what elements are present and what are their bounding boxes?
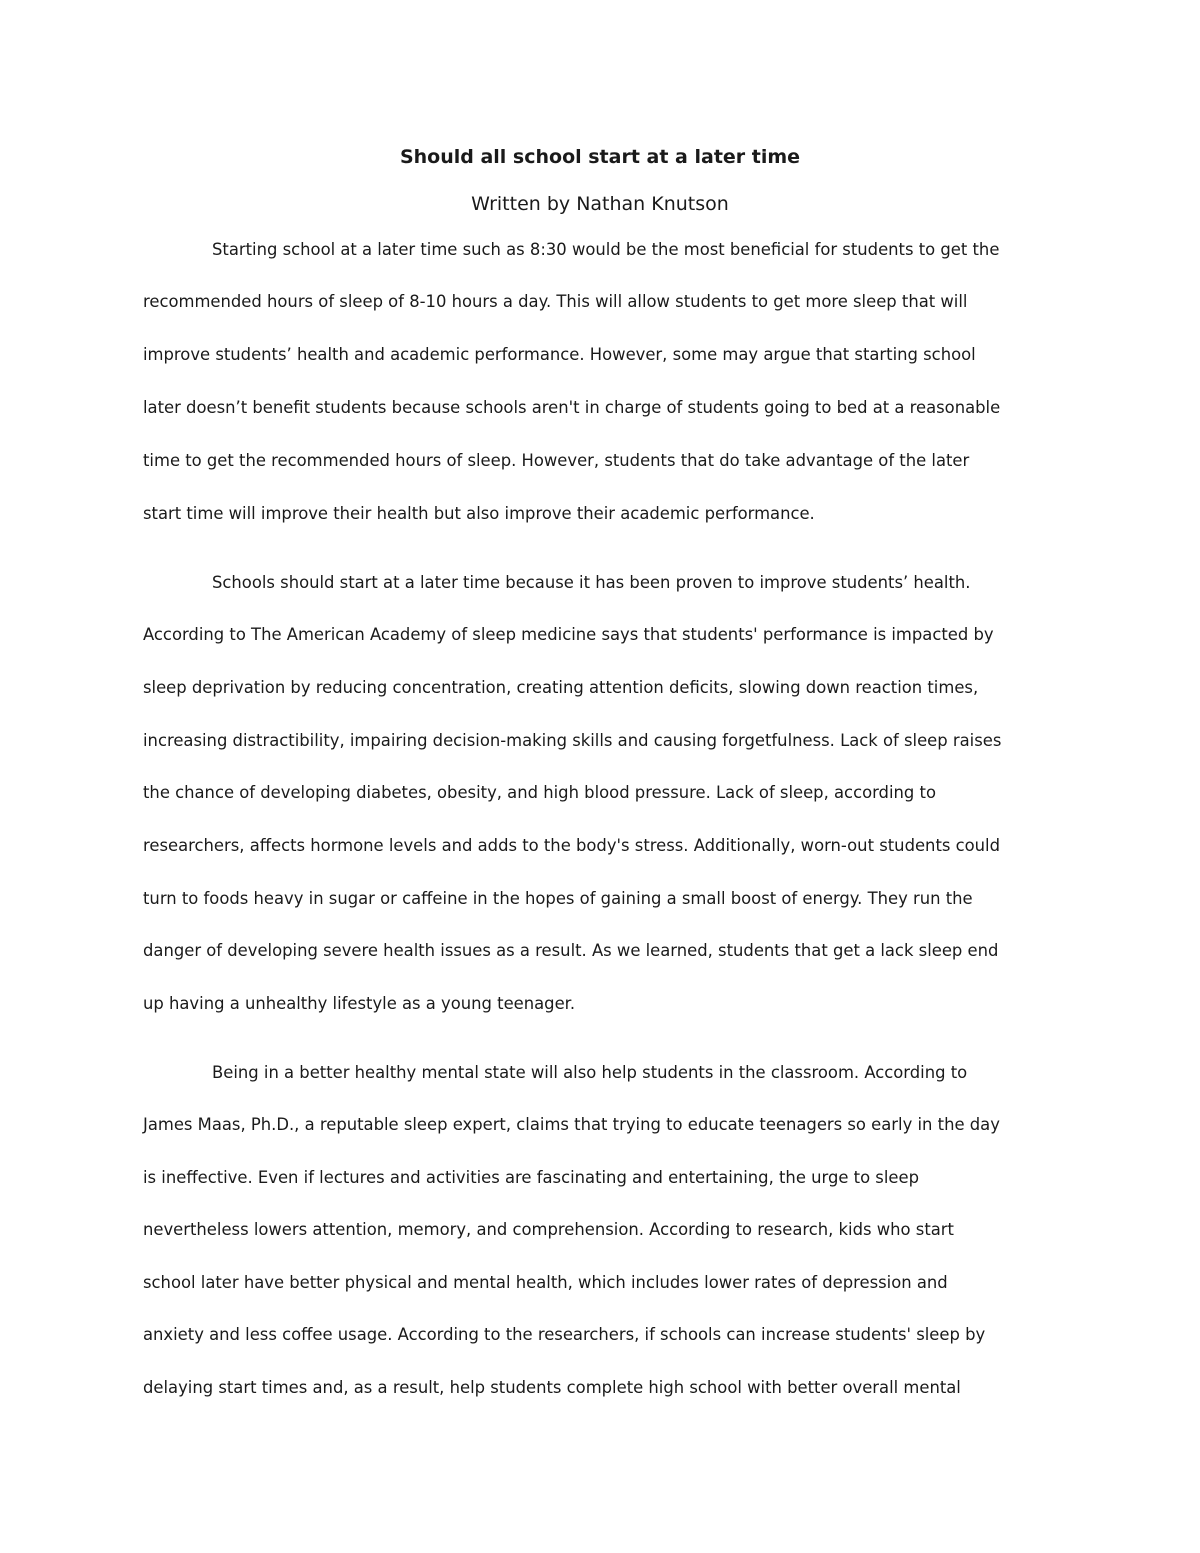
text-line: turn to foods heavy in sugar or caffeine in the hopes of gaining a small boost of energy. They run the: [143, 889, 973, 908]
text-line: school later have better physical and mental health, which includes lower rates of depression and: [143, 1273, 948, 1292]
text-line: increasing distractibility, impairing decision-making skills and causing forgetfulness. Lack of sleep raises: [143, 731, 1002, 750]
text-line: According to The American Academy of sleep medicine says that students' performance is impacted by: [143, 625, 994, 644]
text-line: anxiety and less coffee usage. According to the researchers, if schools can increase students' sleep by: [143, 1325, 986, 1344]
text-line: recommended hours of sleep of 8-10 hours a day. This will allow students to get more sleep that will: [143, 292, 968, 311]
text-line: researchers, affects hormone levels and adds to the body's stress. Additionally, worn-out students could: [143, 836, 1001, 855]
text-line: is ineffective. Even if lectures and activities are fascinating and entertaining, the urge to sleep: [143, 1168, 919, 1187]
text-line: Schools should start at a later time because it has been proven to improve students’ health.: [212, 573, 971, 592]
text-line: Being in a better healthy mental state will also help students in the classroom. According to: [212, 1063, 968, 1082]
text-line: the chance of developing diabetes, obesity, and high blood pressure. Lack of sleep, according to: [143, 783, 936, 802]
text-line: James Maas, Ph.D., a reputable sleep expert, claims that trying to educate teenagers so early in the day: [143, 1115, 1000, 1134]
document-title: Should all school start at a later time: [399, 146, 801, 168]
text-line: nevertheless lowers attention, memory, and comprehension. According to research, kids who start: [143, 1220, 954, 1239]
text-line: Starting school at a later time such as 8:30 would be the most beneficial for students to get the: [212, 240, 1000, 259]
text-line: start time will improve their health but also improve their academic performance.: [143, 504, 815, 523]
text-line: later doesn’t benefit students because schools aren't in charge of students going to bed at a reasonable: [143, 398, 1001, 417]
text-line: danger of developing severe health issues as a result. As we learned, students that get a lack sleep end: [143, 941, 999, 960]
document-byline: Written by Nathan Knutson: [471, 193, 729, 215]
text-line: sleep deprivation by reducing concentration, creating attention deficits, slowing down reaction times,: [143, 678, 979, 697]
text-line: time to get the recommended hours of sleep. However, students that do take advantage of the later: [143, 451, 970, 470]
text-line: up having a unhealthy lifestyle as a young teenager.: [143, 994, 576, 1013]
text-line: improve students’ health and academic performance. However, some may argue that starting school: [143, 345, 976, 364]
text-line: delaying start times and, as a result, help students complete high school with better overall mental: [143, 1378, 961, 1397]
